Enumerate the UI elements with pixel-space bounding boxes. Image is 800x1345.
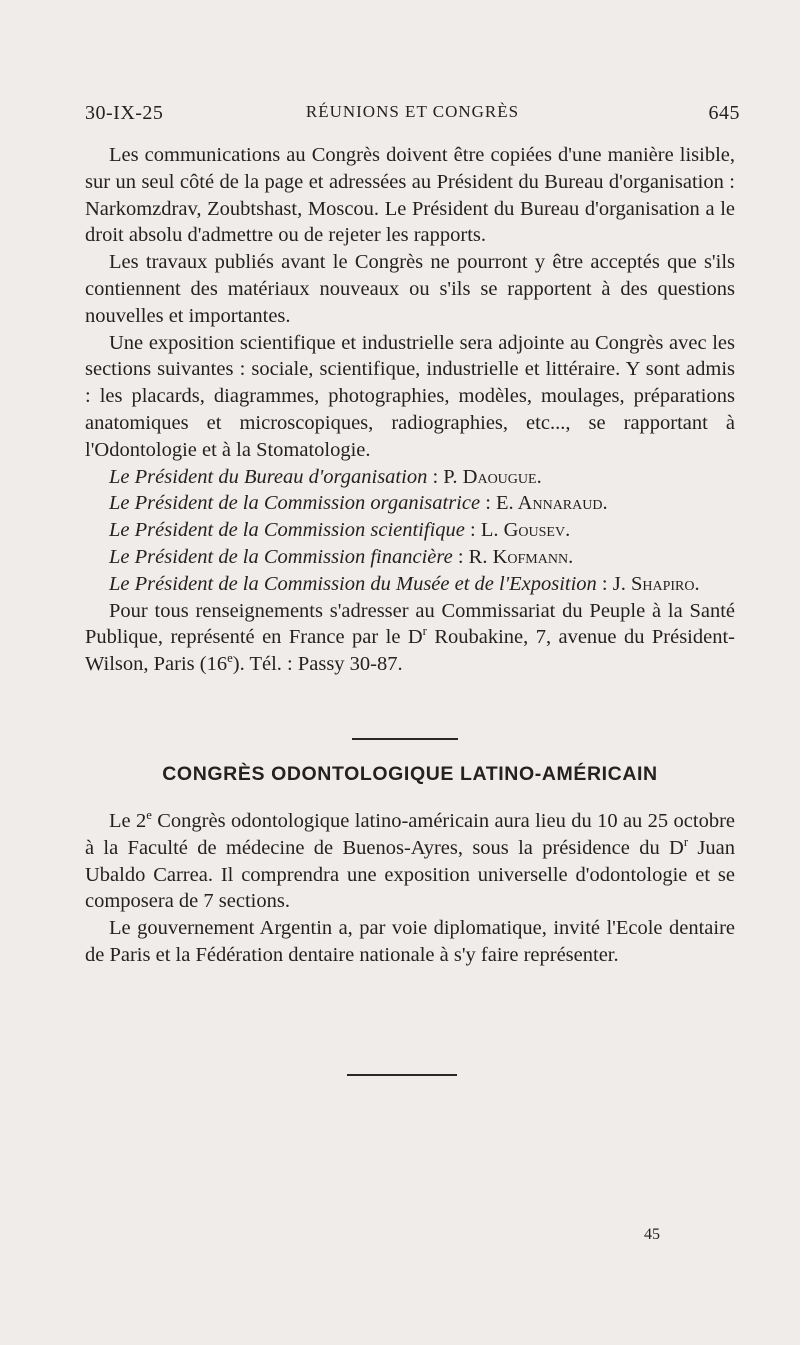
signatory-line xyxy=(85,571,735,598)
paragraph-communications: Les communications au Congrès doivent être copiées d'une manière lisible, sur un seul côté de la page et adressées au Président du Bureau d'organisation : Narkomzdrav, Zoubtshast, Moscou. Le Président du Bureau d'organisation a le droit absolu d'admettre ou de rejeter les rapports. xyxy=(85,144,735,247)
signatory-role: Le Président de la Commission scientifique xyxy=(109,519,465,542)
signatory-role: Le Président du Bureau d'organisation xyxy=(109,465,428,488)
end-divider xyxy=(347,1074,457,1076)
paragraph-renseignements xyxy=(85,598,735,678)
section-divider xyxy=(352,738,458,740)
signatory-separator: : xyxy=(427,465,444,488)
signatory-separator: : xyxy=(452,545,469,568)
superscript: r xyxy=(683,834,689,849)
text-run: Congrès odontologique latino-américain aura lieu du 10 au 25 octobre à la Faculté de médecine de Buenos-Ayres, sous la présidence du D xyxy=(85,810,736,859)
signatory-role: Le Président de la Commission organisatrice xyxy=(109,492,481,515)
signatory-line xyxy=(85,490,735,517)
signatory-name: L. Gousev. xyxy=(480,519,571,542)
signatory-name: P. Daougue. xyxy=(443,465,542,488)
signatory-line xyxy=(85,464,735,491)
superscript: e xyxy=(146,808,152,823)
text-run: Juan Ubaldo Carrea. Il comprendra une exposition universelle d'odontologie et se composera de 7 sections. xyxy=(85,836,736,913)
signatory-role: Le Président de la Commission du Musée et de l'Exposition xyxy=(109,572,597,595)
text-run: Le 2 xyxy=(109,810,147,832)
signatory-line xyxy=(85,544,735,571)
paragraph-exposition: Une exposition scientifique et industrielle sera adjointe au Congrès avec les sections suivantes : sociale, scientifique, industrielle et littéraire. Y sont admis : les placards, diagrammes, photographies, modèles, moulages, préparations anatomiques et microscopiques, radiographies, etc..., se rapportant à l'Odontologie et à la Stomatologie. xyxy=(85,331,735,461)
printer-signature-mark: 45 xyxy=(644,1226,660,1243)
page-number: 645 xyxy=(708,102,740,124)
header-date: 30-IX-25 xyxy=(85,102,164,124)
paragraph-gouvernement: Le gouvernement Argentin a, par voie diplomatique, invité l'Ecole dentaire de Paris et la Fédération dentaire nationale à s'y faire représenter. xyxy=(85,917,735,966)
paragraph-congres-latino xyxy=(85,808,735,915)
signatory-name: J. Shapiro. xyxy=(612,572,700,595)
signatory-separator: : xyxy=(464,519,481,542)
signatory-separator: : xyxy=(596,572,613,595)
signatory-separator: : xyxy=(480,492,497,515)
text-run: Pour tous renseignements s'adresser au Commissariat du Peuple à la Santé Publique, représenté en France par le D xyxy=(85,599,735,649)
text-run: Roubakine, 7, avenue du Président-Wilson, Paris (16 xyxy=(85,626,735,676)
section-heading: CONGRÈS ODONTOLOGIQUE LATINO-AMÉRICAIN xyxy=(162,763,658,785)
superscript: r xyxy=(422,624,427,639)
signatory-role: Le Président de la Commission financière xyxy=(109,545,453,568)
section-one-body xyxy=(85,142,735,678)
superscript: e xyxy=(227,651,233,666)
text-run: ). Tél. : Passy 30-87. xyxy=(232,653,403,676)
running-head xyxy=(85,102,740,130)
header-title: RÉUNIONS ET CONGRÈS xyxy=(305,102,520,121)
signatory-line xyxy=(85,517,735,544)
signatory-name: E. Annaraud. xyxy=(496,492,608,515)
section-two-body xyxy=(85,808,735,969)
signatory-name: R. Kofmann. xyxy=(468,545,574,568)
paragraph-travaux: Les travaux publiés avant le Congrès ne pourront y être acceptés que s'ils contiennent des matériaux nouveaux ou s'ils se rapportent à des questions nouvelles et importantes. xyxy=(85,251,735,327)
